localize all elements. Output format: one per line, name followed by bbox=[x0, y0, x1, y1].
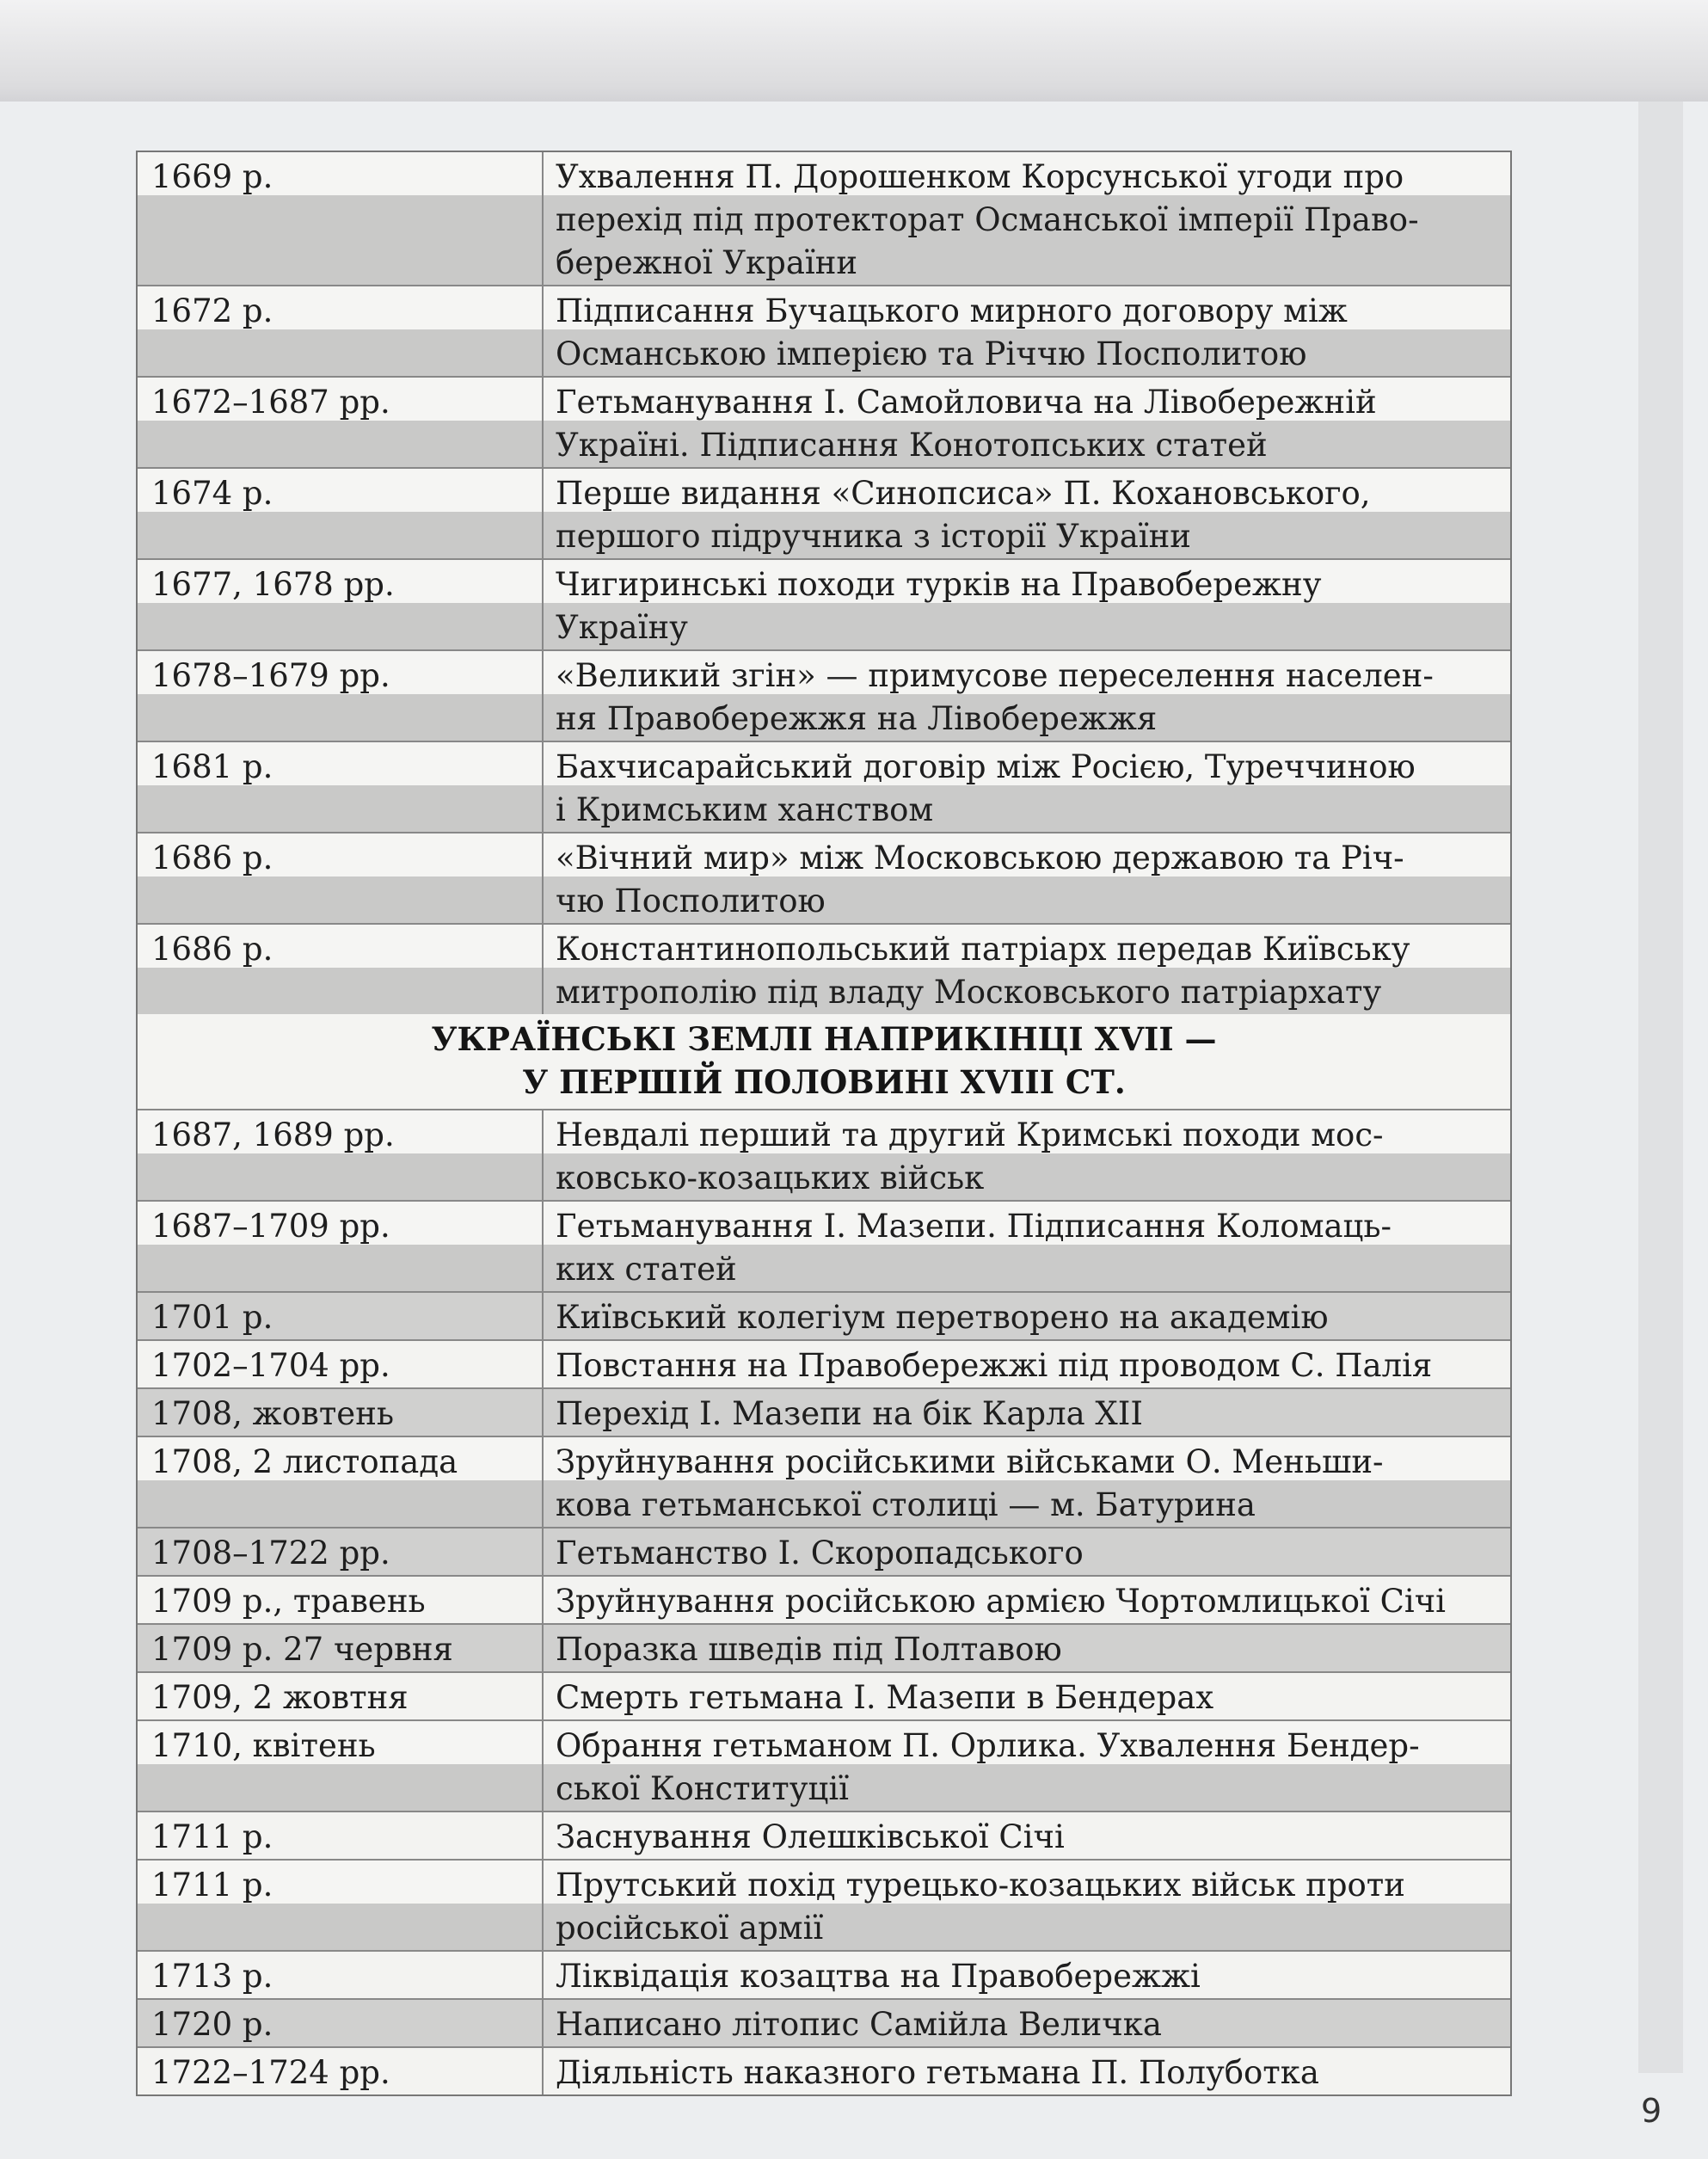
date-cell: 1711 р. bbox=[138, 1861, 544, 1950]
page-top-margin bbox=[0, 0, 1708, 101]
event-cell: Зруйнування російською армією Чортомлицької Січі bbox=[544, 1577, 1510, 1623]
table-row bbox=[138, 1861, 1510, 1952]
date-cell: 1687, 1689 рр. bbox=[138, 1110, 544, 1200]
table-row bbox=[138, 742, 1510, 833]
date-cell: 1678–1679 рр. bbox=[138, 651, 544, 741]
event-cell: Повстання на Правобережжі під проводом С. Палія bbox=[544, 1341, 1510, 1387]
table-row bbox=[138, 1721, 1510, 1812]
event-cell: Заснування Олешківської Січі bbox=[544, 1812, 1510, 1859]
table-row bbox=[138, 378, 1510, 469]
event-cell: Чигиринські походи турків на Правобережну Україну bbox=[544, 560, 1510, 649]
event-cell: «Великий згін» — примусове переселення населен- ня Правобережжя на Лівобережжя bbox=[544, 651, 1510, 741]
date-cell: 1701 р. bbox=[138, 1293, 544, 1339]
date-cell: 1687–1709 рр. bbox=[138, 1202, 544, 1291]
date-cell: 1720 р. bbox=[138, 2000, 544, 2046]
date-cell: 1709 р., травень bbox=[138, 1577, 544, 1623]
event-cell: Гетьманування І. Мазепи. Підписання Коломаць- ких статей bbox=[544, 1202, 1510, 1291]
date-cell: 1672 р. bbox=[138, 286, 544, 376]
event-cell: Зруйнування російськими військами О. Меньши- кова гетьманської столиці — м. Батурина bbox=[544, 1437, 1510, 1527]
event-cell: Смерть гетьмана І. Мазепи в Бендерах bbox=[544, 1673, 1510, 1719]
table-row bbox=[138, 152, 1510, 286]
section-heading bbox=[138, 1014, 1510, 1110]
table-row bbox=[138, 1389, 1510, 1437]
event-cell: Підписання Бучацького мирного договору між Османською імперією та Річчю Посполитою bbox=[544, 286, 1510, 376]
table-row bbox=[138, 560, 1510, 651]
event-cell: Діяльність наказного гетьмана П. Полуботка bbox=[544, 2048, 1510, 2094]
table-row bbox=[138, 1529, 1510, 1577]
date-cell: 1713 р. bbox=[138, 1952, 544, 1998]
event-cell: Прутський похід турецько-козацьких військ проти російської армії bbox=[544, 1861, 1510, 1950]
event-cell: Ухвалення П. Дорошенком Корсунської угоди про перехід під протекторат Османської імперії Право- бережної України bbox=[544, 152, 1510, 285]
section-heading-line-1: УКРАЇНСЬКІ ЗЕМЛІ НАПРИКІНЦІ XVII — bbox=[431, 1020, 1217, 1058]
table-row bbox=[138, 1952, 1510, 2000]
date-cell: 1722–1724 рр. bbox=[138, 2048, 544, 2094]
table-row bbox=[138, 1577, 1510, 1625]
table-row bbox=[138, 2048, 1510, 2094]
date-cell: 1708, жовтень bbox=[138, 1389, 544, 1436]
date-cell: 1674 р. bbox=[138, 469, 544, 558]
table-row bbox=[138, 651, 1510, 742]
table-row bbox=[138, 1202, 1510, 1293]
event-cell: Невдалі перший та другий Кримські походи мос- ковсько-козацьких військ bbox=[544, 1110, 1510, 1200]
event-cell: Константинопольський патріарх передав Київську митрополію під владу Московського патріархату bbox=[544, 925, 1510, 1014]
date-cell: 1711 р. bbox=[138, 1812, 544, 1859]
date-cell: 1710, квітень bbox=[138, 1721, 544, 1811]
event-cell: Перехід І. Мазепи на бік Карла XII bbox=[544, 1389, 1510, 1436]
event-cell: Бахчисарайський договір між Росією, Туреччиною і Кримським ханством bbox=[544, 742, 1510, 832]
event-cell: Ліквідація козацтва на Правобережжі bbox=[544, 1952, 1510, 1998]
chronology-part-2 bbox=[138, 1110, 1510, 2094]
chronology-part-1 bbox=[138, 152, 1510, 1014]
event-cell: Перше видання «Синопсиса» П. Кохановського, першого підручника з історії України bbox=[544, 469, 1510, 558]
page-edge-strip bbox=[1638, 101, 1683, 2073]
date-cell: 1686 р. bbox=[138, 833, 544, 923]
date-cell: 1686 р. bbox=[138, 925, 544, 1014]
event-cell: «Вічний мир» між Московською державою та Річ- чю Посполитою bbox=[544, 833, 1510, 923]
table-row bbox=[138, 1293, 1510, 1341]
date-cell: 1709 р. 27 червня bbox=[138, 1625, 544, 1671]
section-heading-line-2: У ПЕРШІЙ ПОЛОВИНІ XVIII СТ. bbox=[522, 1063, 1126, 1101]
page-number: 9 bbox=[1641, 2092, 1662, 2130]
table-row bbox=[138, 1110, 1510, 1202]
table-row bbox=[138, 1673, 1510, 1721]
table-row bbox=[138, 469, 1510, 560]
table-row bbox=[138, 1437, 1510, 1529]
date-cell: 1709, 2 жовтня bbox=[138, 1673, 544, 1719]
date-cell: 1677, 1678 рр. bbox=[138, 560, 544, 649]
table-row bbox=[138, 286, 1510, 378]
event-cell: Написано літопис Самійла Величка bbox=[544, 2000, 1510, 2046]
date-cell: 1672–1687 рр. bbox=[138, 378, 544, 467]
event-cell: Гетьманство І. Скоропадського bbox=[544, 1529, 1510, 1575]
event-cell: Київський колегіум перетворено на академію bbox=[544, 1293, 1510, 1339]
table-row bbox=[138, 833, 1510, 925]
event-cell: Гетьманування І. Самойловича на Лівобережній Україні. Підписання Конотопських статей bbox=[544, 378, 1510, 467]
date-cell: 1669 р. bbox=[138, 152, 544, 285]
table-row bbox=[138, 2000, 1510, 2048]
table-row bbox=[138, 1341, 1510, 1389]
table-row bbox=[138, 1625, 1510, 1673]
date-cell: 1681 р. bbox=[138, 742, 544, 832]
event-cell: Поразка шведів під Полтавою bbox=[544, 1625, 1510, 1671]
table-row bbox=[138, 925, 1510, 1014]
table-row bbox=[138, 1812, 1510, 1861]
date-cell: 1708–1722 рр. bbox=[138, 1529, 544, 1575]
date-cell: 1708, 2 листопада bbox=[138, 1437, 544, 1527]
event-cell: Обрання гетьманом П. Орлика. Ухвалення Бендер- ської Конституції bbox=[544, 1721, 1510, 1811]
chronology-table bbox=[136, 151, 1512, 2096]
date-cell: 1702–1704 рр. bbox=[138, 1341, 544, 1387]
